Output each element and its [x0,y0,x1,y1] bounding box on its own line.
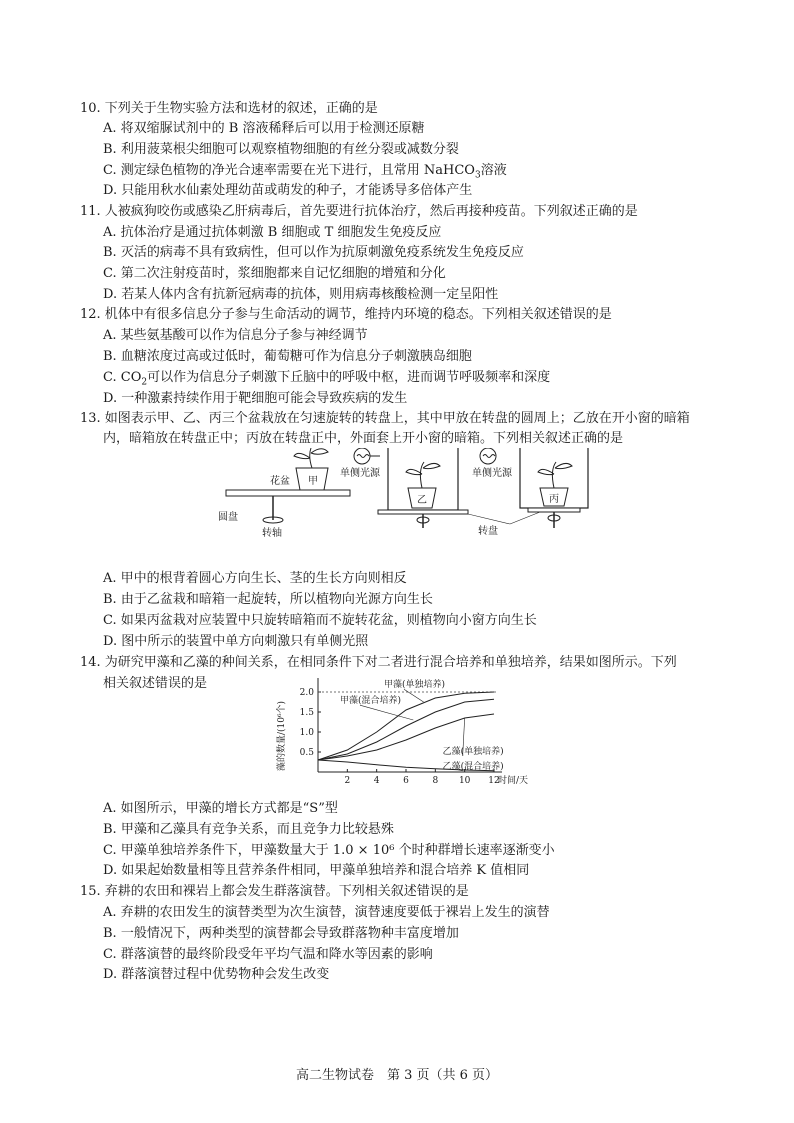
series-leader-2 [360,705,413,720]
q15-stem: 15. 弃耕的农田和裸岩上都会发生群落演替。下列相关叙述错误的是 [80,884,469,899]
q14-option-a: A. 如图所示，甲藻的增长方式都是“S”型 [103,801,338,816]
q10-option-d: D. 只能用秋水仙素处理幼苗或萌发的种子，才能诱导多倍体产生 [103,183,473,198]
series-label-1: 甲藻(单独培养) [384,680,446,691]
x-tick-label: 6 [403,776,409,786]
disc-label: 圆盘 [218,512,238,523]
page-footer: 高二生物试卷 第 3 页（共 6 页） [295,1068,499,1083]
x-tick-label: 8 [432,776,439,786]
q15-option-b: B. 一般情况下，两种类型的演替都会导致群落物种丰富度增加 [103,926,459,941]
y-tick-label: 0.5 [299,748,314,758]
flower-pot-label: 花盆 [270,476,290,487]
q13-stem-line1: 13. 如图表示甲、乙、丙三个盆栽放在匀速旋转的转盘上，其中甲放在转盘的圆周上；乙放在开小窗的暗箱 [80,411,690,426]
series-label-4: 乙藻(混合培养) [442,761,504,772]
q11-option-d: D. 若某人体内含有抗新冠病毒的抗体，则用病毒核酸检测一定呈阳性 [103,287,499,302]
q13-option-b: B. 由于乙盆栽和暗箱一起旋转，所以植物向光源方向生长 [103,592,433,607]
q13-option-d: D. 图中所示的装置中单方向刺激只有单侧光照 [103,634,369,649]
q14-option-d: D. 如果起始数量相等且营养条件相同，甲藻单独培养和混合培养 K 值相同 [103,863,530,878]
q12-option-c [103,369,550,392]
light-source-icon-1 [354,448,370,464]
q14-stem-line1: 14. 为研究甲藻和乙藻的种间关系，在相同条件下对二者进行混合培养和单独培养，结果如图所示。下列 [80,655,677,670]
pot-jia-label: 甲 [308,476,318,487]
q12-option-d: D. 一种激素持续作用于靶细胞可能会导致疾病的发生 [103,391,408,406]
x-tick-label: 4 [373,776,380,786]
series-leader-1 [404,689,424,702]
axle-label: 转轴 [262,528,282,539]
q14-option-c: C. 甲藻单独培养条件下，甲藻数量大于 1.0 × 10⁶ 个时种群增长速率逐渐变小 [103,843,555,858]
pot-bing-setup [468,448,588,537]
q15-option-a: A. 弃耕的农田发生的演替类型为次生演替，演替速度要低于裸岩上发生的演替 [103,905,550,920]
q15-option-d: D. 群落演替过程中优势物种会发生改变 [103,967,330,982]
q11-option-c: C. 第二次注射疫苗时，浆细胞都来自记忆细胞的增殖和分化 [103,266,446,281]
q13-option-c: C. 如果丙盆栽对应装置中只旋转暗箱而不旋转花盆，则植物向小窗方向生长 [103,613,537,628]
q15-option-c: C. 群落演替的最终阶段受年平均气温和降水等因素的影响 [103,947,433,962]
light-source-label-1: 单侧光源 [340,468,380,479]
pot-yi-label: 乙 [417,495,427,506]
q11-option-b: B. 灭活的病毒不具有致病性，但可以作为抗原刺激免疫系统发生免疫反应 [103,245,524,260]
turntable-label: 转盘 [478,526,498,537]
x-tick-label: 10 [458,776,471,786]
q12-option-c-tail: 可以作为信息分子刺激下丘脑中的呼吸中枢，进而调节呼吸频率和深度 [147,370,551,385]
x-axis-label: 时间/天 [498,776,529,786]
q10-option-a: A. 将双缩脲试剂中的 B 溶液稀释后可以用于检测还原糖 [103,121,425,136]
q10-option-b: B. 利用菠菜根尖细胞可以观察植物细胞的有丝分裂或减数分裂 [103,142,459,157]
q13-option-a: A. 甲中的根背着圆心方向生长、茎的生长方向则相反 [103,571,407,586]
series-label-3: 乙藻(单独培养) [442,747,504,757]
light-source-label-2: 单侧光源 [472,468,512,479]
q14-option-b: B. 甲藻和乙藻具有竞争关系，而且竞争力比较悬殊 [103,822,394,837]
q12-option-b: B. 血糖浓度过高或过低时，葡萄糖可作为信息分子刺激胰岛细胞 [103,349,472,364]
q10-stem: 10. 下列关于生物实验方法和选材的叙述，正确的是 [80,101,378,116]
light-source-icon-2 [480,448,496,464]
pot-jia-setup [218,448,350,539]
q10-option-c-sub: 3 [474,170,481,181]
q11-option-a: A. 抗体治疗是通过抗体刺激 B 细胞或 T 细胞发生免疫反应 [103,225,442,240]
q10-option-c-tail: 溶液 [480,163,507,178]
q13-stem-line2: 内，暗箱放在转盘正中；丙放在转盘正中，外面套上开小窗的暗箱。下列相关叙述正确的是 [103,431,624,446]
series-label-2: 甲藻(混合培养) [340,696,402,707]
x-tick-label: 12 [488,776,500,786]
q11-stem: 11. 人被疯狗咬伤或感染乙肝病毒后，首先要进行抗体治疗，然后再接种疫苗。下列叙述正确的是 [80,204,638,219]
y-tick-label: 1.5 [299,708,314,718]
q10-option-c-text: C. 测定绿色植物的净光合速率需要在光下进行，且常用 NaHCO [103,163,475,178]
y-axis-label: 藻的数量/(10⁶个) [277,700,287,772]
q12-option-c-sub: 2 [141,377,148,388]
pot-bing-label: 丙 [549,494,559,505]
y-tick-label: 2.0 [299,688,314,698]
rotating-plate-diagram [210,448,590,548]
x-tick-label: 2 [344,776,351,786]
algae-growth-chart [272,676,532,796]
q14-stem-line2: 相关叙述错误的是 [103,676,208,691]
q12-option-c-text: C. CO [103,370,142,385]
q12-stem: 12. 机体中有很多信息分子参与生命活动的调节，维持内环境的稳态。下列相关叙述错误的是 [80,307,612,322]
pot-yi-setup [340,448,468,528]
y-tick-label: 1.0 [299,728,314,738]
q12-option-a: A. 某些氨基酸可以作为信息分子参与神经调节 [103,328,368,343]
